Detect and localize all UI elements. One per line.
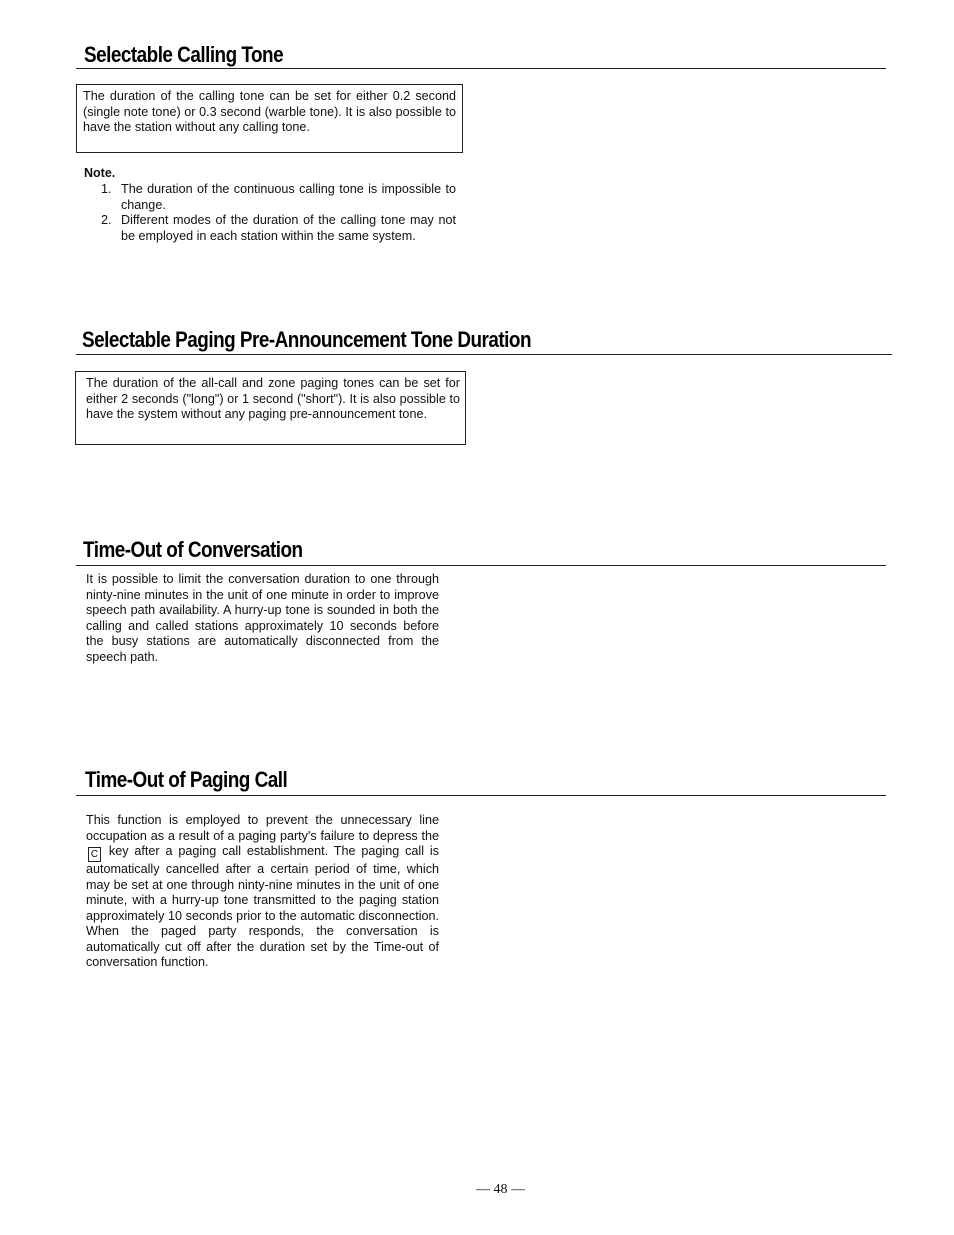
timeout-paging-text-part2: key after a paging call establishment. The paging call is automatically cancelled after a certain period of time, which may be set at one through ninty-nine minutes in the unit of one minute, with a hurry-up tone transmitted to the paging station approximately 10 seconds prior to the automatic disconnection. When the paged party responds, the conversation is automatically cut off after the duration set by the Time-out of conversation function. — [86, 844, 439, 969]
rule-calling-tone — [76, 68, 886, 69]
box-calling-tone — [76, 84, 463, 153]
note-title: Note. — [84, 166, 116, 180]
heading-timeout-conversation: Time-Out of Conversation — [83, 537, 303, 562]
rule-timeout-paging — [76, 795, 886, 796]
note-number-1: 1. — [101, 182, 112, 196]
heading-paging-tone: Selectable Paging Pre-Announcement Tone Duration — [82, 327, 532, 352]
paging-tone-description: The duration of the all-call and zone paging tones can be set for either 2 seconds ("long") or 1 second ("short"). It is also possible to have the system without any paging pre-announcement tone. — [86, 376, 460, 421]
rule-paging-tone — [76, 354, 892, 355]
note-text-2: Different modes of the duration of the calling tone may not be employed in each station within the same system. — [121, 213, 456, 243]
rule-timeout-conversation — [76, 565, 886, 566]
c-key-icon: C — [88, 847, 101, 862]
heading-calling-tone: Selectable Calling Tone — [84, 42, 284, 67]
note-item-1 — [101, 182, 456, 213]
calling-tone-description: The duration of the calling tone can be set for either 0.2 second (single note tone) or 0.3 second (warble tone). It is also possible to have the station without any calling tone. — [83, 89, 456, 134]
timeout-paging-text-part1: This function is employed to prevent the unnecessary line occupation as a result of a paging party's failure to depress the — [86, 813, 439, 843]
note-item-2 — [101, 213, 456, 244]
note-text-1: The duration of the continuous calling tone is impossible to change. — [121, 182, 456, 212]
box-paging-tone — [75, 371, 466, 445]
timeout-paging-text — [86, 813, 439, 971]
heading-timeout-paging: Time-Out of Paging Call — [85, 767, 288, 792]
timeout-conversation-text: It is possible to limit the conversation duration to one through ninty-nine minutes in the unit of one minute in order to improve speech path availability. A hurry-up tone is sounded in both the calling and called stations approximately 10 seconds before the busy stations are automatically disconnected from the speech path. — [86, 572, 439, 664]
page-number: — 48 — — [476, 1182, 525, 1197]
note-number-2: 2. — [101, 213, 112, 227]
